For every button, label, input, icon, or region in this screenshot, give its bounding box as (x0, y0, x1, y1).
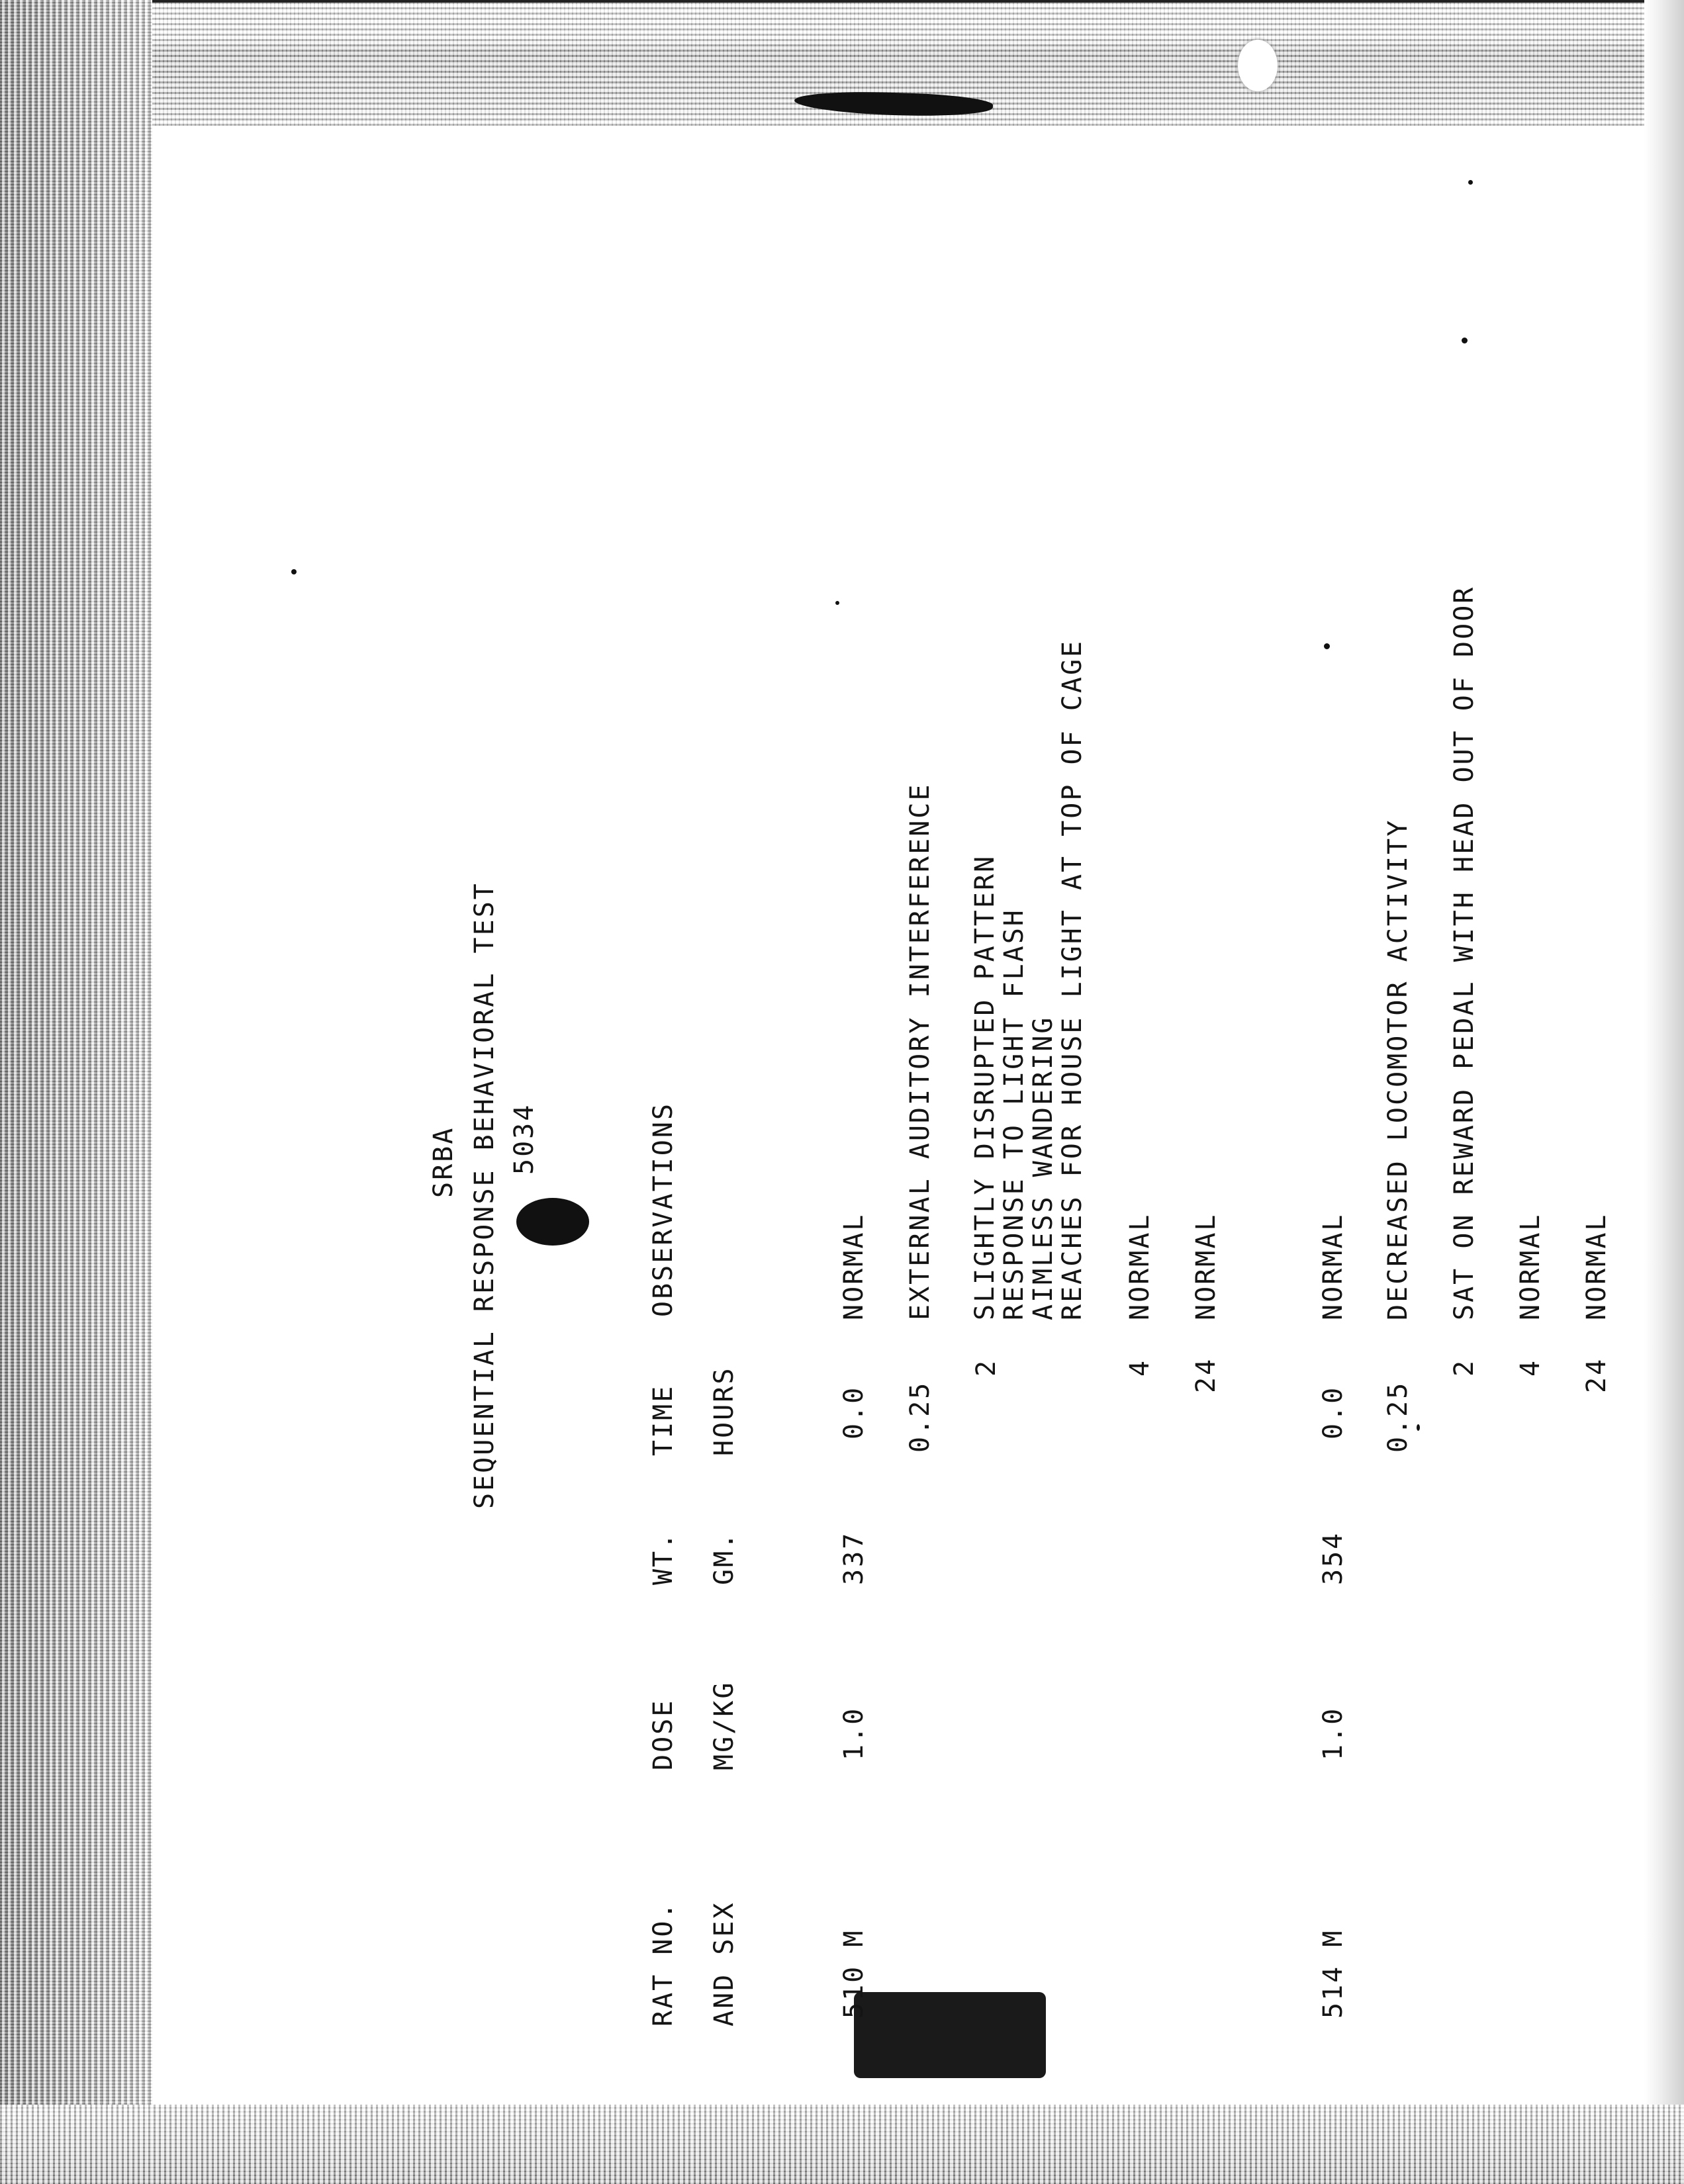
header-abbrev: SRBA (428, 1126, 459, 1198)
observation: NORMAL (839, 1212, 869, 1320)
observation: NORMAL (1581, 1212, 1612, 1320)
observation: AIMLESS WANDERING (1028, 1015, 1058, 1320)
dose-value: 1.0 (839, 1706, 869, 1760)
observation: EXTERNAL AUDITORY INTERFERENCE (905, 782, 935, 1320)
observation: NORMAL (1125, 1212, 1155, 1320)
weight-value: 354 (1318, 1531, 1348, 1585)
time-value: 4 (1125, 1358, 1155, 1377)
observation: REACHES FOR HOUSE LIGHT AT TOP OF CAGE (1057, 639, 1088, 1320)
observation: NORMAL (1318, 1212, 1348, 1320)
time-value: 0.25 (905, 1381, 935, 1453)
observation: DECREASED LOCOMOTOR ACTIVITY (1383, 818, 1413, 1320)
col-wt-line2: GM. (709, 1531, 739, 1585)
observation: SAT ON REWARD PEDAL WITH HEAD OUT OF DOOR (1449, 585, 1479, 1320)
observation: NORMAL (1515, 1212, 1546, 1320)
time-value: 0.0 (839, 1385, 869, 1439)
weight-value: 337 (839, 1531, 869, 1585)
col-time-line2: HOURS (709, 1366, 739, 1456)
dose-value: 1.0 (1318, 1706, 1348, 1760)
col-rat-line1: RAT NO. (648, 1901, 678, 2026)
time-value: 4 (1515, 1358, 1546, 1377)
time-value: 24 (1581, 1357, 1612, 1393)
col-dose-line1: DOSE (648, 1698, 678, 1770)
col-dose-line2: MG/KG (709, 1680, 739, 1770)
col-wt-line1: WT. (648, 1531, 678, 1585)
time-value: 24 (1191, 1357, 1221, 1393)
observation: RESPONSE TO LIGHT FLASH (999, 908, 1029, 1320)
time-value: 0.25 (1383, 1381, 1413, 1453)
time-value: 0.0 (1318, 1385, 1348, 1439)
col-time-line1: TIME (648, 1384, 678, 1456)
observation-block (970, 639, 1087, 1320)
time-value: 2 (971, 1358, 1002, 1377)
observation: NORMAL (1191, 1212, 1221, 1320)
col-rat-line2: AND SEX (709, 1901, 739, 2026)
time-value: 2 (1449, 1358, 1479, 1377)
observation: SLIGHTLY DISRUPTED PATTERN (970, 854, 1000, 1320)
rat-id: 514 M (1318, 1929, 1348, 2019)
header-number: 5034 (509, 1103, 539, 1175)
col-observations: OBSERVATIONS (648, 1102, 678, 1317)
header-title: SEQUENTIAL RESPONSE BEHAVIORAL TEST (469, 882, 500, 1509)
rat-id: 510 M (839, 1929, 869, 2019)
